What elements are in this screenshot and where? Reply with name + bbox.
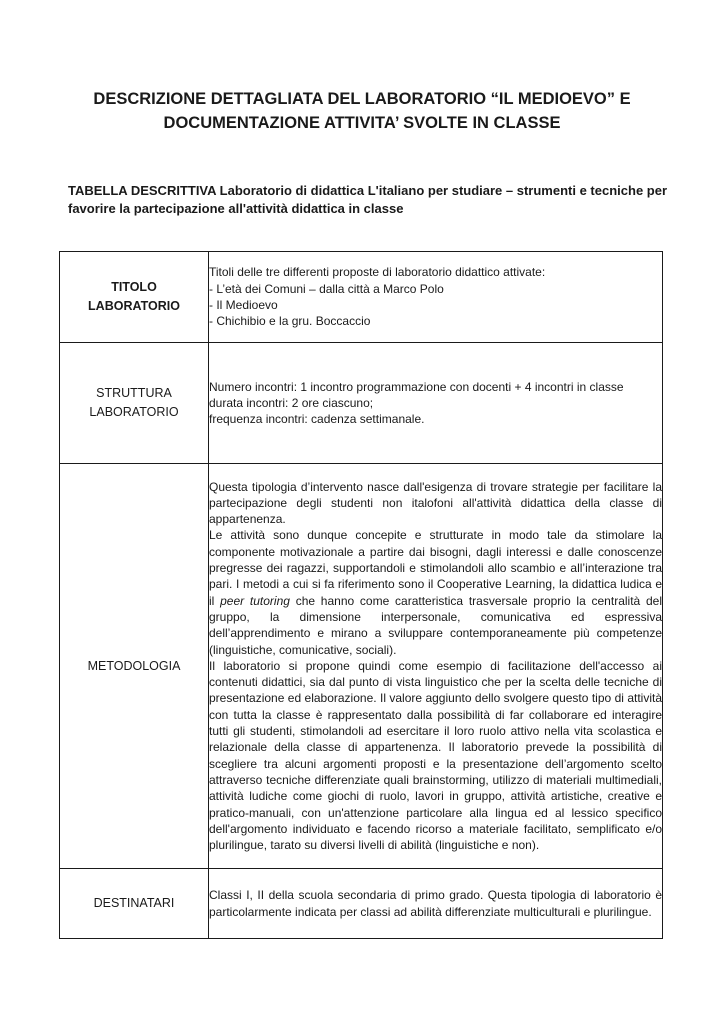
document-title	[60, 87, 664, 135]
struttura-line-2: durata incontri: 2 ore ciascuno;	[209, 395, 374, 410]
title-line-2: DOCUMENTAZIONE ATTIVITA’ SVOLTE IN CLASSE	[163, 114, 561, 132]
table-row-titolo	[60, 252, 663, 343]
titolo-intro: Titoli delle tre differenti proposte di laboratorio didattico attivate:	[209, 265, 546, 280]
peer-tutoring-term: peer tutoring	[220, 593, 290, 608]
title-line-1: DESCRIZIONE DETTAGLIATA DEL LABORATORIO “IL MEDIOEVO” E	[93, 90, 631, 108]
content-metodologia	[209, 464, 663, 869]
content-titolo	[209, 252, 663, 343]
metodologia-paragraph-1: Questa tipologia d’intervento nasce dall'esigenza di trovare strategie per facilitare la partecipazione degli studenti non italofoni all'attività didattica della classe di appartenenza.	[209, 479, 662, 527]
label-destinatari: DESTINATARI	[60, 869, 209, 939]
table-row-destinatari	[60, 869, 663, 939]
label-metodologia: METODOLOGIA	[60, 464, 209, 869]
metodologia-paragraph-3: Il laboratorio si propone quindi come esempio di facilitazione dell'accesso ai contenuti didattici, sia dal punto di vista linguistico che per la scelta delle tecniche di presentazione ed elaborazione. Il valore aggiunto dello svolgere questo tipo di attività con tutta la classe è rappresentato dalla possibilità di far collaborare ed interagire tutti gli studenti, stimolandoli ad esercitare il loro ruolo attivo nella vita scolastica e relazionale della classe di appartenenza. Il laboratorio prevede la possibilità di scegliere tra alcuni argomenti proposti e la presentazione dell’argomento scelto attraverso tecniche differenziate quali brainstorming, utilizzo di materiali multimediali, attività ludiche come giochi di ruolo, lavori in gruppo, attività artistiche, creative e pratico-manuali, con un'attenzione particolare alla lingua ed al lessico specifico dell'argomento individuato e facendo ricorso a materiale facilitato, semplificato e/o plurilingue, tarato su diversi livelli di abilità (linguistiche e non).	[209, 658, 662, 853]
titolo-item-1: - L’età dei Comuni – dalla città a Marco Polo	[209, 281, 444, 296]
label-struttura-laboratorio: STRUTTURA LABORATORIO	[60, 343, 209, 464]
table-row-metodologia	[60, 464, 663, 869]
struttura-line-1: Numero incontri: 1 incontro programmazione con docenti + 4 incontri in classe	[209, 379, 624, 394]
table-intro: TABELLA DESCRITTIVA Laboratorio di didattica L'italiano per studiare – strumenti e tecniche per favorire la partecipazione all'attività didattica in classe	[68, 183, 668, 216]
description-table	[59, 251, 663, 939]
metodologia-paragraph-2: Le attività sono dunque concepite e strutturate in modo tale da stimolare la componente motivazionale a partire dai bisogni, dagli interessi e dalle conoscenze pregresse dei ragazzi, supportandoli e stimolandoli allo scambio e all’interazione tra pari. I metodi a cui si fa riferimento sono il Cooperative Learning, la didattica ludica e il peer tutoring che hanno come caratteristica trasversale proprio la centralità del gruppo, la dimensione interpersonale, comunicativa ed espressiva dell’apprendimento e mirano a sviluppare contemporaneamente più competenze (linguistiche, comunicative, sociali).	[209, 528, 662, 657]
content-destinatari: Classi I, II della scuola secondaria di primo grado. Questa tipologia di laboratorio è particolarmente indicata per classi ad abilità differenziate multiculturali e plurilingue.	[209, 869, 663, 939]
titolo-item-3: - Chichibio e la gru. Boccaccio	[209, 314, 371, 329]
titolo-item-2: - Il Medioevo	[209, 298, 278, 312]
content-struttura	[209, 343, 663, 464]
struttura-line-3: frequenza incontri: cadenza settimanale.	[209, 412, 425, 427]
table-row-struttura	[60, 343, 663, 464]
label-titolo-laboratorio: TITOLO LABORATORIO	[60, 252, 209, 343]
